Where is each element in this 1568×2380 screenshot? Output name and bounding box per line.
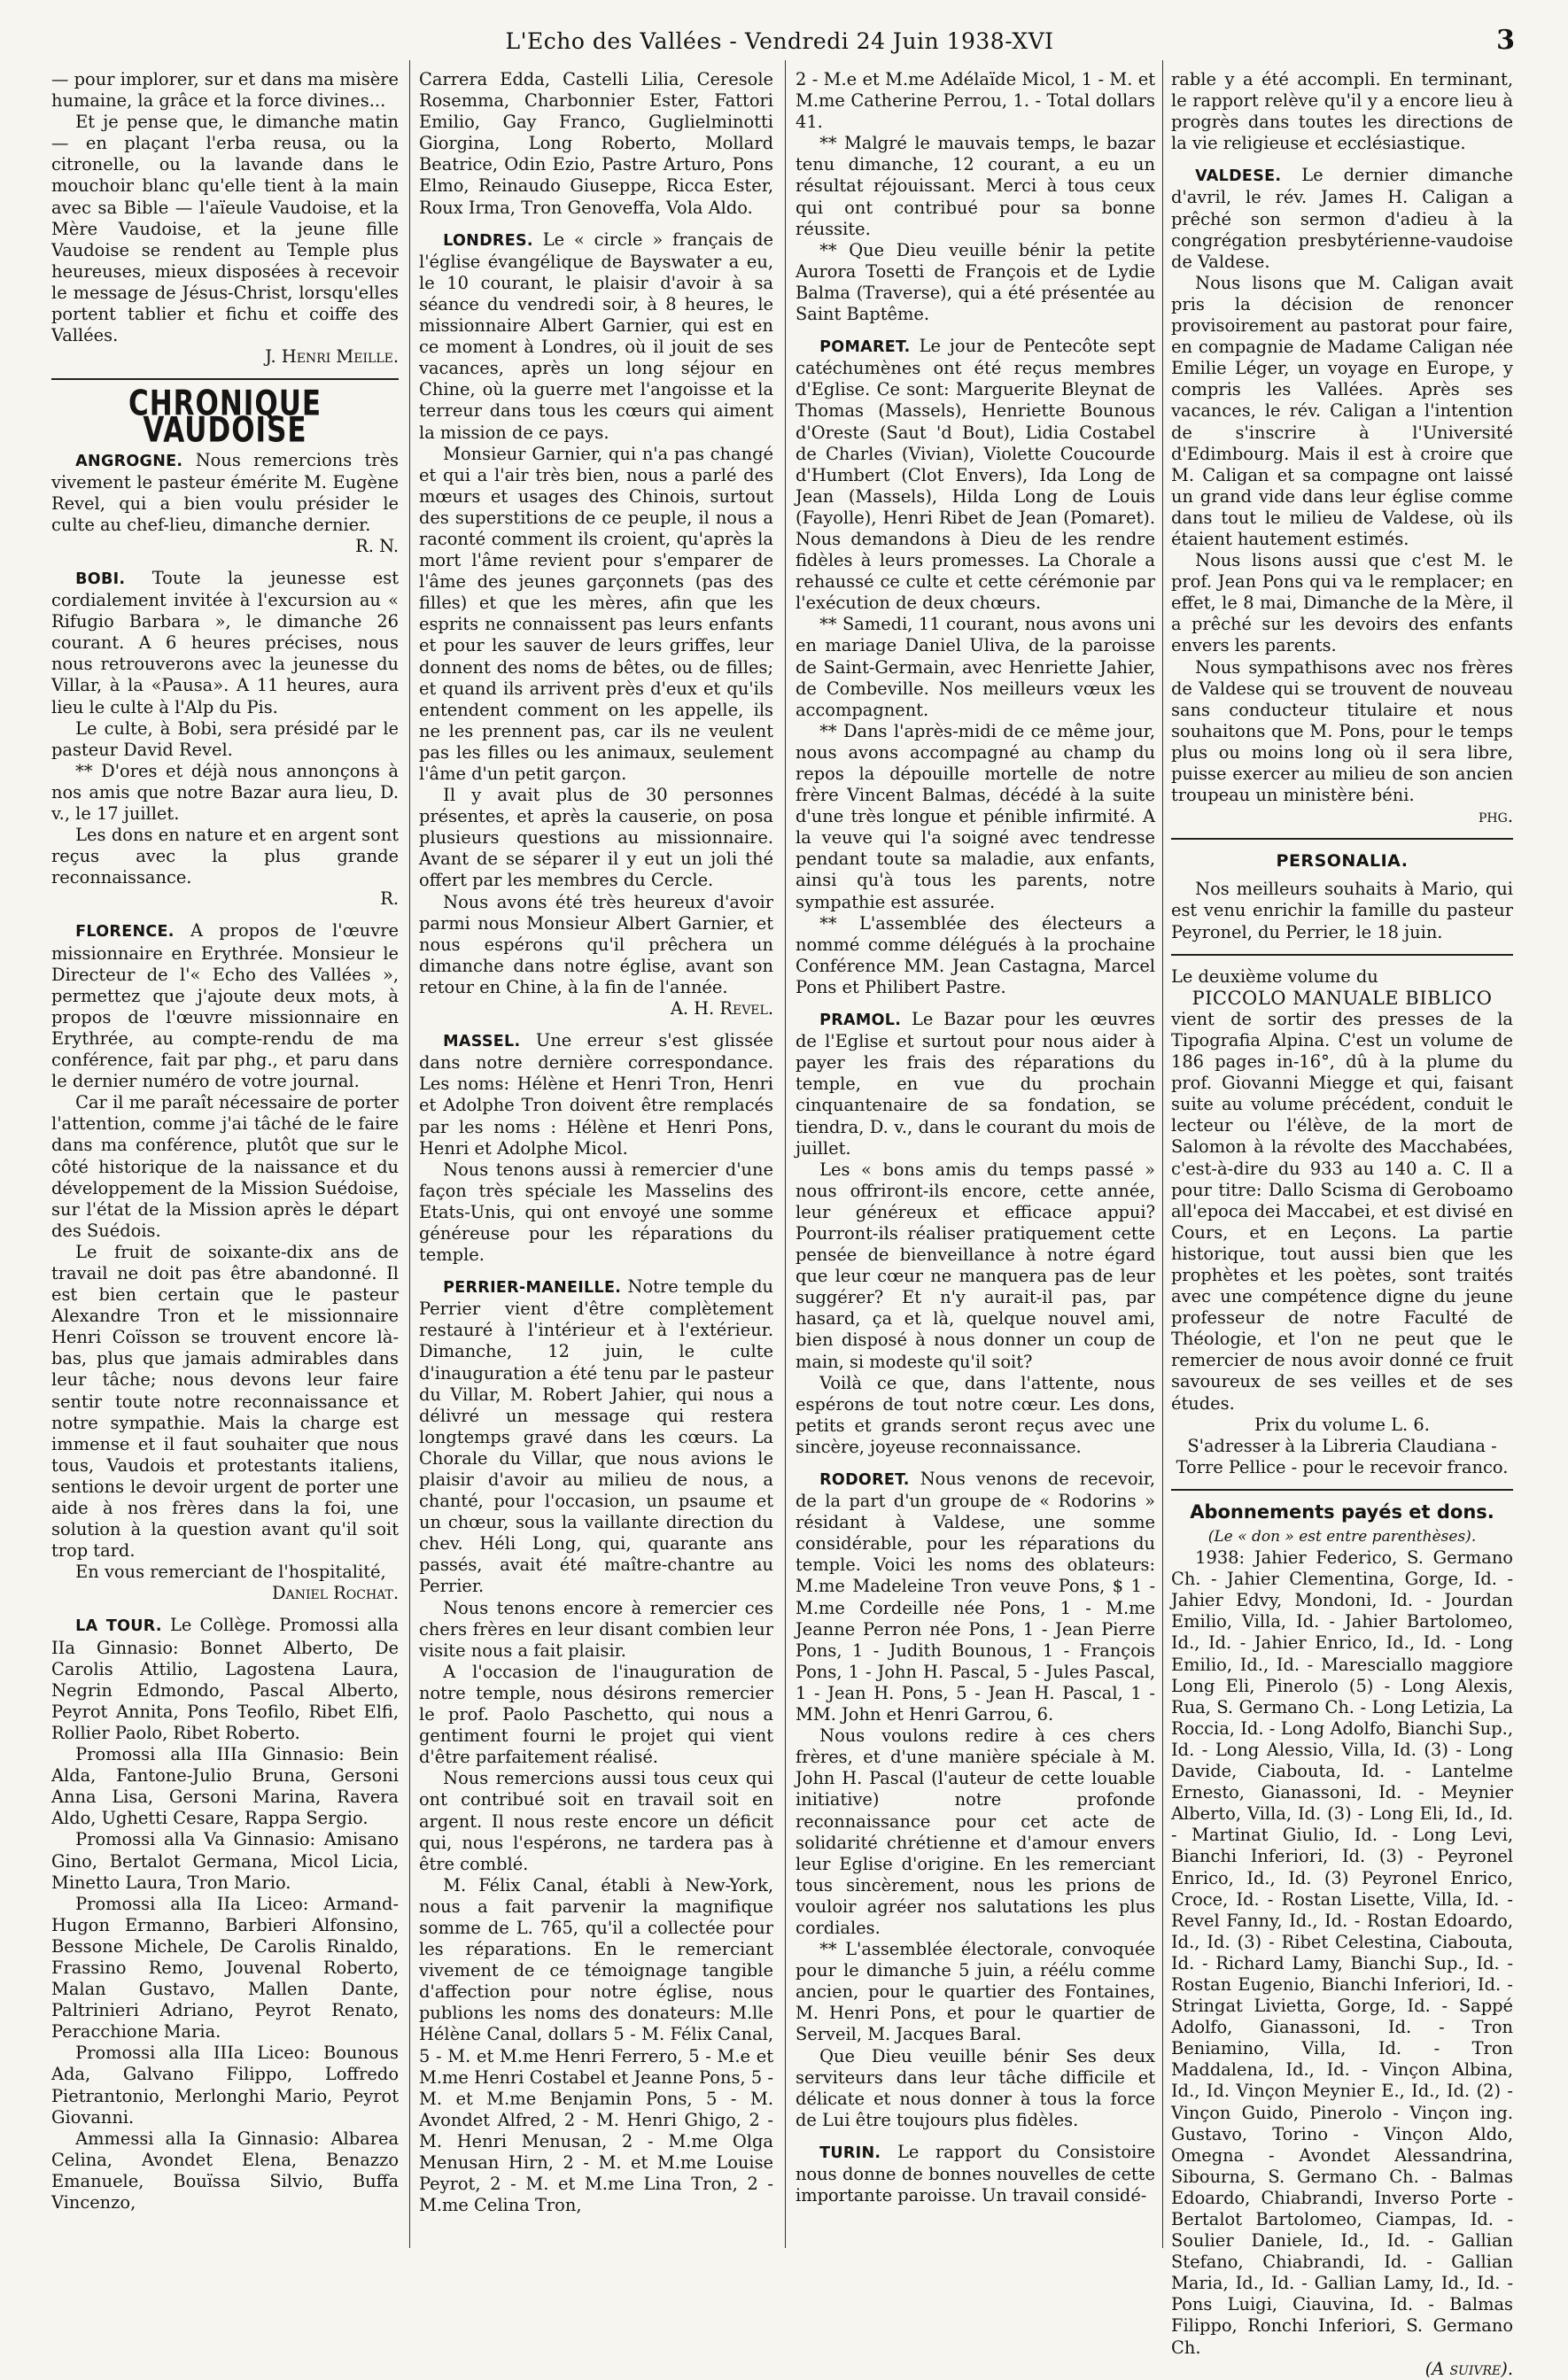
article-angrogne <box>51 450 399 557</box>
place-heading: BOBI. <box>75 570 126 588</box>
paragraph: M. Félix Canal, établi à New-York, nous a fait parvenir la magnifique somme de L. 765, qu'il a collectée pour les réparations. En le remerciant vivement de ce témoignage tangible d'affection pour notre église, nous publions les noms des donateurs: M.lle Hélène Canal, dollars 5 - M. Félix Canal, 5 - M. et M.me Henri Ferrero, 5 - M.e et M.me Henri Costabel et Jeanne Pons, 5 - M. et M.me Benjamin Pons, 5 - M. Avondet Alfred, 2 - M. Henri Ghigo, 2 - M. Henri Menusan, 2 - M.me Olga Menusan Hirn, 2 - M. et M.me Louise Peyrot, 2 - M. et M.me Lina Tron, 2 - M.me Celina Tron, <box>419 1874 773 2216</box>
book-price: Prix du volume L. 6. <box>1254 1414 1430 1435</box>
paragraph: Et je pense que, le dimanche matin — en plaçant l'erba reusa, ou la citronelle, ou la lavande dans le mouchoir blanc qu'elle tient à la main avec sa Bible — l'aïeule Vaudoise, et la Mère Vaudoise, et la jeune fille Vaudoise se rendent au Temple plus heureuses, mieux disposées à recevoir le message de Jésus-Christ, lorsqu'elles portent tablier et fichu et coiffe des Vallées. <box>51 112 399 346</box>
section-rule <box>1171 838 1513 840</box>
paragraph: En vous remerciant de l'hospitalité, <box>75 1562 386 1583</box>
article-valdese <box>1171 165 1513 827</box>
column-2 <box>419 69 773 2248</box>
place-heading: MASSEL. <box>443 1033 521 1051</box>
article-text: Nous remercions très vivement le pasteur émérite M. Eugène Revel, qui a bien voulu présider le culte au chef-lieu, dimanche dernier. <box>51 449 399 535</box>
paragraph: Promossi alla IIIa Ginnasio: Bein Alda, Fantone-Julio Bruna, Gersoni Anna Lisa, Gersoni Marina, Ravera Aldo, Ughetti Cesare, Rappa Sergio. <box>51 1744 399 1829</box>
paragraph: Promossi alla IIa Liceo: Armand-Hugon Ermanno, Barbieri Alfonsino, Bessone Michele, De Carolis Rinaldo, Frassino Remo, Jouvenal Roberto, Malan Gustavo, Mallen Dante, Paltrinieri Adriano, Peyrot Renato, Peracchione Maria. <box>51 1893 399 2043</box>
column-1 <box>51 69 399 2248</box>
column-3 <box>796 69 1155 2248</box>
paragraph: ** L'assemblée électorale, convoquée pour le dimanche 5 juin, a réélu comme ancien, pour le quartier des Fontaines, M. Henri Pons, et pour le quartier de Serveil, M. Jacques Baral. <box>796 1939 1155 2045</box>
article-perrier-maneille <box>419 1276 773 2216</box>
article-text: Le jour de Pentecôte sept catéchumènes ont été reçus membres d'Eglise. Ce sont: Marguerite Bleynat de Thomas (Massels), Henriette Bounous d'Oreste (Saut 'd Bout), Lidia Costabel de Charles (Vivian), Violette Coucourde d'Humbert (Clot Envers), Ida Long de Jean (Massels), Hilda Long de Louis (Fayolle), Henri Ribet de Jean (Pomaret). Nous demandons à Dieu de les rendre fidèles à leurs promesses. La Chorale a rehaussé ce culte et cette cérémonie par l'exécution de deux chœurs. <box>796 336 1155 614</box>
article-pramol <box>796 1009 1155 1458</box>
article-text: Le « circle » français de l'église évangélique de Bayswater a eu, le 10 courant, le plaisir d'avoir à sa séance du vendredi soir, à 8 heures, le missionnaire Albert Garnier, qui est en ce moment à Londres, où il jouit de ses vacances, après un long séjour en Chine, où la guerre met l'angoisse et la terreur dans tous les cœurs qui aiment la mission de ce pays. <box>419 229 773 443</box>
column-rule <box>1162 60 1163 2248</box>
paragraph: ** D'ores et déjà nous annonçons à nos amis que notre Bazar aura lieu, D. v., le 17 juillet. <box>51 760 399 824</box>
section-rule <box>1171 954 1513 956</box>
paragraph: Nous remercions aussi tous ceux qui ont contribué soit en travail soit en argent. Il nous reste encore un déficit qui, nous l'espérons, ne tardera pas à être comblé. <box>419 1768 773 1874</box>
article-text: Le dernier dimanche d'avril, le rév. James H. Caligan a prêché son sermon d'adieu à la congrégation presbytérienne-vaudoise de Valdese. <box>1171 165 1513 272</box>
subscriptions-title: Abonnements payés et dons. <box>1190 1500 1494 1523</box>
to-be-continued: (A suivre). <box>1424 2358 1513 2379</box>
place-heading: VALDESE. <box>1195 167 1282 186</box>
column-rule <box>785 60 786 2248</box>
article-text: Une erreur s'est glissée dans notre dernière correspondance. Les noms: Hélène et Henri Tron, Henri et Adolphe Tron doivent être remplacés par les noms : Hélène et Henri Pons, Henri et Adolphe Micol. <box>419 1030 773 1159</box>
paragraph: Nous voulons redire à ces chers frères, et d'une manière spéciale à M. John H. Pascal (l'auteur de cette louable initiative) notre profonde reconnaissance pour cet acte de solidarité chrétienne et d'amour envers leur Eglise d'origine. En les remerciant tous sincèrement, nous les prions de vouloir agréer nos salutations les plus cordiales. <box>796 1725 1155 1938</box>
paragraph: Voilà ce que, dans l'attente, nous espérons de tout notre cœur. Les dons, petits et grands seront reçus avec une sincère, joyeuse reconnaissance. <box>796 1372 1155 1457</box>
place-heading: FLORENCE. <box>75 923 175 942</box>
paragraph: Nous lisons aussi que c'est M. le prof. Jean Pons qui va le remplacer; en effet, le 8 mai, Dimanche de la Mère, il a prêché sur les devoirs des enfants envers les parents. <box>1171 550 1513 656</box>
signature: phg. <box>1479 806 1513 827</box>
column-rule <box>409 60 410 2248</box>
place-heading: TURIN. <box>819 2144 881 2162</box>
article-text: Toute la jeunesse est cordialement invitée à l'excursion au « Rifugio Barbara », le dimanche 26 courant. A 6 heures précises, nous nous retrouverons avec la jeunesse du Villar, à la «Pausa». A 11 heures, aura lieu le culte à l'Alp du Pis. <box>51 567 399 717</box>
paragraph: Nous tenons encore à remercier ces chers frères en leur disant combien leur visite nous a fait plaisir. <box>419 1597 773 1661</box>
place-heading: PRAMOL. <box>819 1012 902 1030</box>
paragraph: ** Dans l'après-midi de ce même jour, nous avons accompagné au champ du repos la dépouille mortelle de notre frère Vincent Balmas, décédé à la suite d'une très longue et pénible infirmité. A la veuve qui l'a soigné avec tendresse pendant toute sa maladie, aux enfants, ainsi qu'à tous les parents, notre sympathie est assurée. <box>796 720 1155 912</box>
paragraph: Nous avons été très heureux d'avoir parmi nous Monsieur Albert Garnier, et nous espérons qu'il prêchera un dimanche dans notre église, avant son retour en Chine, à la fin de l'année. <box>419 891 773 997</box>
article-bobi <box>51 568 399 911</box>
article-text: Le rapport du Consistoire nous donne de bonnes nouvelles de cette importante paroisse. Un travail considé- <box>796 2141 1155 2206</box>
paragraph: ** Que Dieu veuille bénir la petite Aurora Tosetti de François et de Lydie Balma (Traverse), qui a été présentée au Saint Baptême. <box>796 239 1155 325</box>
article-continuation: rable y a été accompli. En terminant, le rapport relève qu'il y a encore lieu à progrès dans toutes les directions de la vie religieuse et ecclésiastique. <box>1171 69 1513 154</box>
article-continuation: Carrera Edda, Castelli Lilia, Ceresole Rosemma, Charbonnier Ester, Fattori Emilio, Gay Franco, Guglielminotti Giorgina, Long Roberto, Mollard Beatrice, Odin Ezio, Pastre Arturo, Pons Elmo, Reinaudo Giuseppe, Ricca Ester, Roux Irma, Tron Genoveffa, Vola Aldo. <box>419 69 773 218</box>
paragraph: Car il me paraît nécessaire de porter l'attention, comme j'ai tâché de le faire dans ma conférence, plutôt que sur le côté historique de la naissance et du développement de la Mission Suédoise, sur l'état de la Mission après le départ des Suédois. <box>51 1092 399 1241</box>
paragraph: ** Malgré le mauvais temps, le bazar tenu dimanche, 12 courant, a eu un résultat réjouissant. Merci à tous ceux qui ont contribué pour sa bonne réussite. <box>796 133 1155 239</box>
place-heading: LA TOUR. <box>75 1617 162 1636</box>
columns <box>44 60 1515 2379</box>
paragraph: Les « bons amis du temps passé » nous offriront-ils encore, cette année, leur généreux et efficace appui? Pourront-ils réaliser pratiquement cette pensée de bienveillance à notre égard que leur cœur ne manquera pas de leur suggérer? Et n'y aurait-il pas, par hasard, ça et là, quelque nouvel ami, bien disposé à nous donner un coup de main, si modeste qu'il soit? <box>796 1159 1155 1372</box>
signature: Daniel Rochat. <box>272 1583 399 1604</box>
paragraph: Le culte, à Bobi, sera présidé par le pasteur David Revel. <box>51 717 399 760</box>
paragraph: Nous tenons aussi à remercier d'une façon très spéciale les Masselins des Etats-Unis, qui ont envoyé une somme généreuse pour les réparations du temple. <box>419 1159 773 1266</box>
subscriptions-note: (Le « don » est entre parenthèses). <box>1207 1528 1477 1546</box>
place-heading: POMARET. <box>819 338 911 357</box>
article-text: Nous venons de recevoir, de la part d'un groupe de « Rodorins » résidant à Valdese, une somme considérable, pour les réparations du temple. Voici les noms des oblateurs: M.me Madeleine Tron veuve Pons, $ 1 - M.me Cordeille née Pons, 1 - M.me Jeanne Perron née Pons, 1 - Jean Pierre Pons, 1 - Judith Bounous, 1 - François Pons, 1 - John H. Pascal, 5 - Jules Pascal, 1 - Jean H. Pons, 5 - Jean H. Pascal, 1 - MM. John et Henri Garrou, 6. <box>796 1469 1155 1725</box>
signature: J. Henri Meille. <box>265 346 399 368</box>
paragraph: Promossi alla Va Ginnasio: Amisano Gino, Bertalot Germana, Micol Licia, Minetto Laura, Tron Mario. <box>51 1829 399 1893</box>
signature: R. <box>380 888 399 910</box>
personalia-text: Nos meilleurs souhaits à Mario, qui est venu enrichir la famille du pasteur Peyronel, du Perrier, le 18 juin. <box>1171 879 1513 942</box>
paragraph: Que Dieu veuille bénir Ses deux serviteurs dans leur tâche difficile et délicate et nous donner à tous la force de Lui être toujours plus fidèles. <box>796 2045 1155 2130</box>
paragraph: Nous lisons que M. Caligan avait pris la décision de renoncer provisoirement au pastorat pour faire, en compagnie de Madame Caligan née Emilie Léger, un voyage en Europe, y compris les Vallées. Après ses vacances, le rév. Caligan a l'intention de s'inscrire à l'Université d'Edimbourg. Mais il est à croire que M. Caligan et sa compagne ont laissé un grand vide dans leur église comme dans tout le milieu de Valdese, où ils étaient hautement estimés. <box>1171 272 1513 549</box>
place-heading: PERRIER-MANEILLE. <box>443 1279 622 1298</box>
paragraph: Nous sympathisons avec nos frères de Valdese qui se trouvent de nouveau sans conducteur titulaire et nous souhaitons que M. Pons, pour le temps plus ou moins long où il sera libre, puisse exercer au milieu de son ancien troupeau un ministère béni. <box>1171 656 1513 806</box>
article-pomaret <box>796 336 1155 998</box>
article-rodoret <box>796 1469 1155 2131</box>
article-text: A propos de l'œuvre missionnaire en Erythrée. Monsieur le Directeur de l'« Echo des Vallées », permettez que j'ajoute deux mots, à propos de l'œuvre missionnaire en Erythrée, au compte-rendu de ma conférence, fait par phg., et paru dans le dernier numéro de votre journal. <box>51 920 399 1092</box>
place-heading: LONDRES. <box>443 231 533 250</box>
article-londres <box>419 229 773 1019</box>
paragraph: A l'occasion de l'inauguration de notre temple, nous désirons remercier le prof. Paolo Paschetto, qui nous a gentiment fourni le projet qui vient d'être parfaitement réalisé. <box>419 1661 773 1768</box>
paragraph: ** Samedi, 11 courant, nous avons uni en mariage Daniel Uliva, de la paroisse de Saint-Germain, avec Henriette Jahier, de Combeville. Nos meilleurs vœux les accompagnent. <box>796 614 1155 720</box>
subscriptions-list: 1938: Jahier Federico, S. Germano Ch. - Jahier Clementina, Gorge, Id. - Jahier Edvy, Mondoni, Id. - Jourdan Emilio, Villa, Id. - Jahier Bartolomeo, Id., Id. - Jahier Enrico, Id., Id. - Long Emilio, Id., Id. - Maresciallo maggiore Long Eli, Pinerolo (5) - Long Alexis, Rua, S. Germano Ch. - Long Letizia, La Roccia, Id. - Long Adolfo, Bianchi Sup., Id. - Long Alessio, Villa, Id. (3) - Long Davide, Ciabouta, Id. - Lantelme Ernesto, Gianassoni, Id. - Meynier Alberto, Villa, Id. (3) - Long Eli, Id., Id. - Martinat Giulio, Id. - Long Levi, Bianchi Inferiori, Id. (3) - Peyronel Enrico, Id., Id. (3) Peyronel Enrico, Croce, Id. - Rostan Lisette, Villa, Id. - Revel Fanny, Id., Id. - Rostan Edoardo, Id., Id. (3) - Ribet Celestina, Ciabouta, Id. - Richard Lamy, Bianchi Sup., Id. - Rostan Eugenio, Bianchi Inferiori, Id. - Stringat Livietta, Gorge, Id. - Sappé Adolfo, Gianassoni, Id. - Tron Beniamino, Villa, Id. - Tron Maddalena, Id., Id. - Vinçon Albina, Id., Id. Vinçon Meynier E., Id., Id. (2) - Vinçon Guido, Pinerolo - Vinçon ing. Gustavo, Torino - Vinçon Aldo, Omegna - Avondet Alessandrina, Sibourna, S. Germano Ch. - Balmas Edoardo, Chiabrandi, Inverso Porte - Bertalot Bartolomeo, Ciampas, Id. - Soulier Daniele, Id., Id. - Gallian Stefano, Chiabrandi, Id. - Gallian Maria, Id., Id. - Gallian Lamy, Id., Id. - Pons Luigi, Ciauvina, Id. - Balmas Filippo, Ronchi Inferiori, S. Germano Ch. <box>1171 1547 1513 2358</box>
paragraph: Il y avait plus de 30 personnes présentes, et après la causerie, on posa plusieurs questions au missionnaire. Avant de se séparer il y eut un joli thé offert par les membres du Cercle. <box>419 785 773 891</box>
paragraph: Promossi alla IIIa Liceo: Bounous Ada, Galvano Filippo, Loffredo Pietrantonio, Merlonghi Mario, Peyrot Giovanni. <box>51 2043 399 2128</box>
personalia-title: PERSONALIA. <box>1276 851 1409 872</box>
place-heading: ANGROGNE. <box>75 452 183 470</box>
section-title: CHRONIQUE VAUDOISE <box>128 384 322 451</box>
page-header <box>44 25 1515 57</box>
book-description: vient de sortir des presses de la Tipografia Alpina. C'est un volume de 186 pages in-16°, dû à la plume du prof. Giovanni Miegge et qui, faisant suite au volume précédent, conduit le lecteur ou l'élève, de la mort de Salomon à la révolte des Macchabées, c'est-à-dire du 933 au 140 a. C. Il a pour titre: Dallo Scisma di Geroboamo all'epoca dei Maccabei, et est divisé en Cours, et en Leçons. La partie historique, tout aussi bien que les prophètes et les poètes, sont traités avec une compétence digne du jeune professeur de notre Faculté de Théologie, et l'on ne peut que le remercier de nous avoir donné ce fruit savoureux de ses veilles et de ses études. <box>1171 1008 1513 1414</box>
paragraph: Les dons en nature et en argent sont reçus avec la plus grande reconnaissance. <box>51 825 399 888</box>
announcement-intro: Le deuxième volume du <box>1171 965 1378 987</box>
article-la-tour <box>51 1615 399 2213</box>
article-text: Notre temple du Perrier vient d'être complètement restauré à l'intérieur et à l'extérieur. Dimanche, 12 juin, le culte d'inauguration a été tenu par le pasteur du Villar, M. Robert Jahier, qui nous a délivré un message qui restera longtemps gravé dans les cœurs. La Chorale du Villar, que nous avions le plaisir d'avoir au milieu de nous, a chanté, pour l'occasion, un psaume et un chœur, sous la vaillante direction du chev. Héli Long, qui, quarante ans passés, avait été maître-chantre au Perrier. <box>419 1276 773 1597</box>
paragraph: Le fruit de soixante-dix ans de travail ne doit pas être abandonné. Il est bien certain que le pasteur Alexandre Tron et le missionnaire Henri Coïsson se trouvent encore là-bas, plus que jamais admirables dans leur tâche; nous devons leur faire sentir toute notre reconnaissance et notre sympathie. Mais la charge est immense et il faut souhaiter que nous tous, Vaudois et protestants italiens, sentions le devoir urgent de porter une aide à nos frères dans la foi, une solution à la question avant qu'il soit trop tard. <box>51 1241 399 1562</box>
article-turin <box>796 2142 1155 2206</box>
paragraph: Monsieur Garnier, qui n'a pas changé et qui a l'air très bien, nous a parlé des mœurs et usages des Chinois, surtout des superstitions de ce peuple, il nous a raconté comment ils croient, qu'après la mort l'âme revient pour s'emparer de l'âme des jeunes garçonnets (pas des filles) et que les mères, afin que les esprits ne connaissent pas leurs enfants et pour les sauver de leurs griffes, leur donnent des noms de bêtes, ou de filles; et quand ils arrivent près d'eux et qu'ils entendent comment on les appelle, ils ne les prennent pas, car ils ne veulent pas les filles ou les animaux, seulement l'âme d'un petit garçon. <box>419 443 773 784</box>
article-text: Le Bazar pour les œuvres de l'Eglise et surtout pour nous aider à payer les frais des réparations du temple, en vue du prochain cinquantenaire de sa fondation, se tiendra, D. v., dans le courant du mois de juillet. <box>796 1009 1155 1159</box>
article-continuation: 2 - M.e et M.me Adélaïde Micol, 1 - M. et M.me Catherine Perrou, 1. - Total dollars 41. <box>796 69 1155 133</box>
book-address: S'adresser à la Libreria Claudiana - Torre Pellice - pour le recevoir franco. <box>1176 1435 1509 1477</box>
book-title: PICCOLO MANUALE BIBLICO <box>1192 987 1493 1009</box>
section-rule <box>51 378 399 380</box>
column-4 <box>1171 69 1513 2379</box>
paragraph: Ammessi alla Ia Ginnasio: Albarea Celina, Avondet Elena, Benazzo Emanuele, Bouïssa Silvio, Buffa Vincenzo, <box>51 2128 399 2213</box>
section-rule <box>1171 1489 1513 1491</box>
signature: A. H. Revel. <box>670 998 773 1019</box>
paragraph: ** L'assemblée des électeurs a nommé comme délégués à la prochaine Conférence MM. Jean Castagna, Marcel Pons et Philibert Pastre. <box>796 912 1155 997</box>
article-text: Le Collège. Promossi alla IIa Ginnasio: Bonnet Alberto, De Carolis Attilio, Lagostena Laura, Negrin Edmondo, Pascal Alberto, Peyrot Annita, Pons Teofilo, Ribet Elfi, Rollier Paolo, Ribet Roberto. <box>51 1615 399 1743</box>
page-number: 3 <box>1496 25 1515 56</box>
article-massel <box>419 1030 773 1266</box>
place-heading: RODORET. <box>819 1471 910 1489</box>
signature: R. N. <box>355 535 399 556</box>
article-florence <box>51 920 399 1604</box>
article-continuation: — pour implorer, sur et dans ma misère humaine, la grâce et la force divines... <box>51 69 399 112</box>
newspaper-title: L'Echo des Vallées - Vendredi 24 Juin 1938-XVI <box>505 28 1054 54</box>
